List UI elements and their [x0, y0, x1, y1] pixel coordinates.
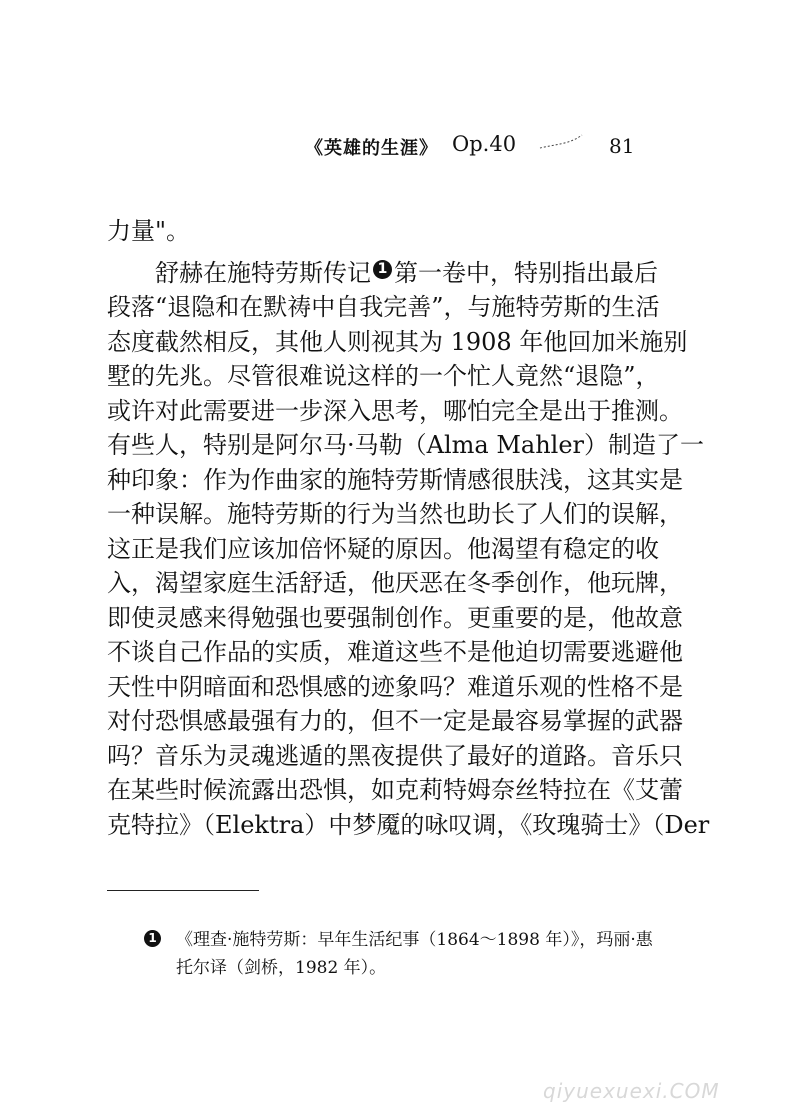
text-line: 力量"。 [107, 217, 191, 245]
footnote-line: 《理查·施特劳斯：早年生活纪事（1864～1898 年）》，玛丽·惠 [176, 930, 653, 950]
text-line: 段落“退隐和在默祷中自我完善”，与施特劳斯的生活 [107, 293, 660, 321]
text-line [155, 256, 658, 290]
site-watermark: qiyuexuexi.COM [543, 1079, 720, 1103]
text-line: 天性中阴暗面和恐惧感的迹象吗？难道乐观的性格不是 [107, 673, 683, 701]
text-line: 不谈自己作品的实质，难道这些不是他迫切需要逃避他 [107, 638, 683, 666]
text-line: 有些人，特别是阿尔马·马勒（Alma Mahler）制造了一 [107, 431, 705, 459]
text-line: 即使灵感来得勉强也要强制创作。更重要的是，他故意 [107, 604, 683, 632]
footnote-line: 托尔译（剑桥，1982 年）。 [176, 958, 387, 978]
text-line: 墅的先兆。尽管很难说这样的一个忙人竟然“退隐”， [107, 362, 660, 390]
header-ornament [538, 132, 584, 154]
text-segment: 舒赫在施特劳斯传记 [155, 259, 371, 287]
text-segment: 第一卷中，特别指出最后 [394, 259, 658, 287]
text-line: 一种误解。施特劳斯的行为当然也助长了人们的误解， [107, 500, 683, 528]
footnote-divider [107, 890, 259, 891]
footnote-reference[interactable]: 1 [373, 260, 392, 279]
text-line: 态度截然相反，其他人则视其为 1908 年他回加米施别 [107, 328, 688, 356]
text-line: 或许对此需要进一步深入思考，哪怕完全是出于推测。 [107, 397, 683, 425]
page-number: 81 [609, 134, 635, 158]
text-line: 在某些时候流露出恐惧，如克莉特姆奈丝特拉在《艾蕾 [107, 776, 683, 804]
text-line: 这正是我们应该加倍怀疑的原因。他渴望有稳定的收 [107, 535, 659, 563]
text-line: 对付恐惧感最强有力的，但不一定是最容易掌握的武器 [107, 707, 683, 735]
footnote-marker: 1 [144, 930, 161, 947]
running-title: 《英雄的生涯》 [305, 138, 438, 159]
opus-number: Op.40 [452, 132, 517, 156]
text-line: 吗？音乐为灵魂逃遁的黑夜提供了最好的道路。音乐只 [107, 742, 683, 770]
running-header [0, 128, 794, 164]
text-line: 种印象：作为作曲家的施特劳斯情感很肤浅，这其实是 [107, 466, 683, 494]
text-line: 入，渴望家庭生活舒适，他厌恶在冬季创作，他玩牌， [107, 569, 683, 597]
text-line: 克特拉》（Elektra）中梦魇的咏叹调，《玫瑰骑士》（Der [107, 811, 710, 839]
